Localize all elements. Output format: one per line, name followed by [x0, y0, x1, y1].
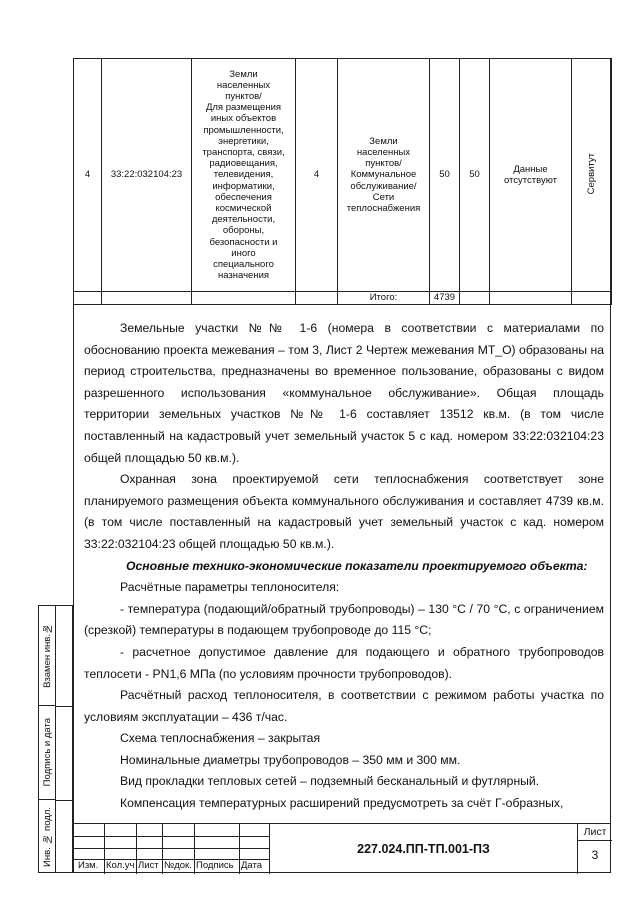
signature-date-cell	[39, 706, 56, 800]
cadastral-number: 33:22:032104:23	[102, 59, 192, 292]
row-number: 4	[74, 59, 102, 292]
land-category-new: Земли населенных пунктов/ Коммунальное обслуживание/ Сети теплоснабжения	[338, 59, 430, 292]
sheet-number: 3	[591, 848, 599, 862]
sheet-box	[577, 824, 611, 874]
col-date: Дата	[241, 860, 263, 871]
col-sheet: Лист	[138, 860, 159, 871]
document-code: 227.024.ПП-ТП.001-ПЗ	[269, 824, 577, 874]
paragraph-laying: Вид прокладки тепловых сетей – подземный бесканальный и футлярный.	[120, 774, 540, 789]
col-doc: №док.	[164, 860, 192, 871]
col-signature: Подпись	[196, 860, 234, 871]
paragraph-temperature: - температура (подающий/обратный трубопроводы) – 130 °С / 70 °С, с ограничением (срезкой) температуры в подающем трубопроводе до 115 °С;	[84, 601, 604, 638]
paragraph-flow: Расчётный расход теплоносителя, в соответствии с режимом работы участка по условиям эксплуатации – 436 т/час.	[84, 688, 604, 724]
plot-number: 4	[296, 59, 338, 292]
paragraph-land-plots: Земельные участки №№ 1-6 (номера в соответствии с материалами по обоснованию проекта межевания – том 3, Лист 2 Чертеж межевания МТ_О) образованы на период строительства, предназначены во временное пользование, образованы с видом разрешенного использования «коммунальное обслуживание». Общая площадь территории земельных участков №№ 1-6 составляет 13512 кв.м. (в том числе поставленный на кадастровый учет земельный участок 5 с кад. номером 33:22:032104:23 общей площадью 50 кв.м.).	[84, 321, 604, 465]
replaced-inventory-label: Взамен инв.№	[42, 623, 53, 688]
table-row	[74, 59, 612, 292]
paragraph-compensation: Компенсация температурных расширений предусмотреть за счёт Г-образных,	[120, 796, 564, 811]
encumbrance	[572, 59, 612, 292]
inventory-label: Инв. № подл.	[42, 807, 53, 867]
paragraph-diameters: Номинальные диаметры трубопроводов – 350 мм и 300 мм.	[120, 752, 461, 767]
total-label: Итого:	[338, 292, 430, 305]
title-block	[73, 823, 611, 873]
total-row	[74, 292, 612, 305]
sheet-label: Лист	[578, 826, 612, 841]
encumbrance-text: Сервитут	[585, 152, 597, 195]
col-count: Кол.уч	[106, 860, 135, 871]
paragraph-scheme: Схема теплоснабжения – закрытая	[120, 731, 321, 746]
revision-grid	[73, 824, 269, 874]
replaced-inventory-cell	[39, 606, 56, 706]
land-plot-table	[73, 58, 612, 305]
signature-date-label: Подпись и дата	[42, 718, 53, 787]
area-existing: 50	[430, 59, 460, 292]
section-heading: Основные технико-экономические показатели проектируемого объекта:	[126, 558, 588, 573]
col-change: Изм.	[78, 860, 99, 871]
inventory-cell	[39, 800, 56, 874]
total-value: 4739	[430, 292, 460, 305]
paragraph-pressure: - расчетное допустимое давление для подающего и обратного трубопроводов теплосети - PN1,6 МПа (по условиям прочности трубопроводов).	[84, 644, 604, 681]
area-formed: 50	[460, 59, 490, 292]
paragraph-protection-zone: Охранная зона проектируемой сети теплоснабжения соответствует зоне планируемого размещения объекта коммунального обслуживания и составляет 4739 кв.м. (в том числе поставленный на кадастровый учет земельный участок с кад. номером 33:22:032104:23 общей площадью 50 кв.м.).	[84, 472, 604, 551]
land-category-current: Земли населенных пунктов/ Для размещения иных объектов промышленности, энергетики, транспорта, связи, радиовещания, телевидения, информатики, обеспечения космической деятельности, обороны, безопасности и иного специального назначения	[192, 59, 296, 292]
document-body	[84, 318, 604, 815]
side-stamp	[38, 605, 73, 873]
owner-info: Данные отсутствуют	[490, 59, 572, 292]
paragraph-parameters: Расчётные параметры теплоносителя:	[120, 580, 340, 595]
